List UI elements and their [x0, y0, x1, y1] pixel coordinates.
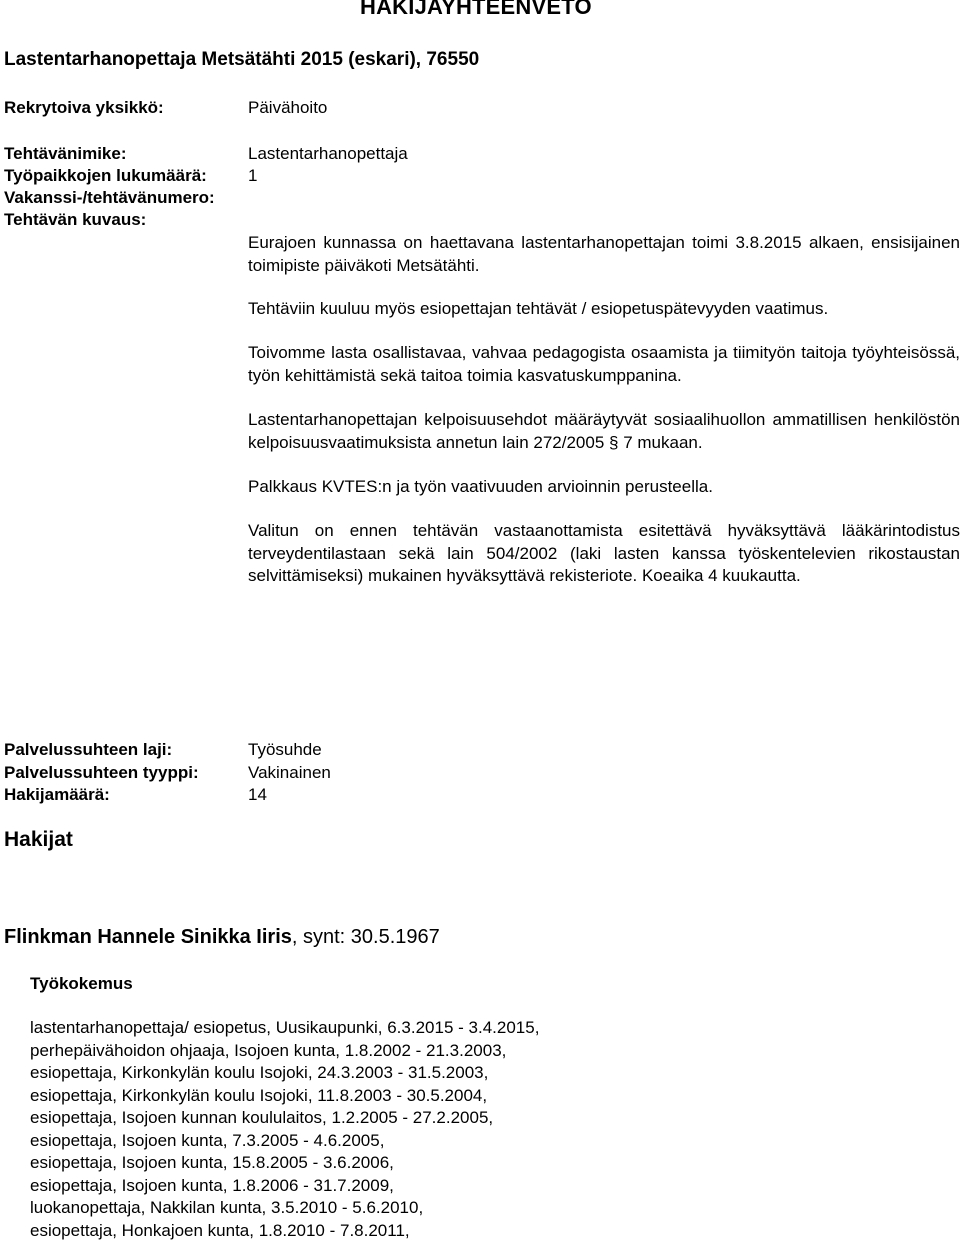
list-item: esiopettaja, Isojoen kunta, 7.3.2005 - 4.6.2005,	[30, 1130, 539, 1153]
description-paragraph: Lastentarhanopettajan kelpoisuusehdot määräytyvät sosiaalihuollon ammatillisen henkilöstön kelpoisuusvaatimuksista annetun lain 272/2005 § 7 mukaan.	[248, 409, 960, 454]
applicant-count-label: Hakijamäärä:	[4, 784, 110, 806]
description-paragraph: Tehtäviin kuuluu myös esiopettajan tehtävät / esiopetuspätevyyden vaatimus.	[248, 298, 960, 321]
list-item: lastentarhanopettaja/ esiopetus, Uusikaupunki, 6.3.2015 - 3.4.2015,	[30, 1017, 539, 1040]
recruiting-unit-value: Päivähoito	[248, 97, 327, 119]
applicant-count-value: 14	[248, 784, 267, 806]
vacancy-number-label: Vakanssi-/tehtävänumero:	[4, 187, 215, 209]
employment-type-value: Työsuhde	[248, 739, 322, 761]
applicant-name: Flinkman Hannele Sinikka Iiris	[4, 926, 292, 948]
list-item: perhepäivähoidon ohjaaja, Isojoen kunta, 1.8.2002 - 21.3.2003,	[30, 1040, 539, 1063]
document-title: HAKIJAYHTEENVETO	[360, 0, 592, 20]
employment-kind-label: Palvelussuhteen tyyppi:	[4, 762, 199, 784]
employment-kind-value: Vakinainen	[248, 762, 331, 784]
list-item: luokanopettaja, Nakkilan kunta, 3.5.2010 - 5.6.2010,	[30, 1197, 539, 1220]
list-item: esiopettaja, Isojoen kunta, 15.8.2005 - 3.6.2006,	[30, 1152, 539, 1175]
description-label: Tehtävän kuvaus:	[4, 209, 146, 231]
applicants-heading: Hakijat	[4, 828, 73, 852]
list-item: esiopettaja, Isojoen kunta, 1.8.2006 - 31.7.2009,	[30, 1175, 539, 1198]
description-paragraph: Eurajoen kunnassa on haettavana lastentarhanopettajan toimi 3.8.2015 alkaen, ensisijainen toimipiste päiväkoti Metsätähti.	[248, 232, 960, 277]
position-title-label: Tehtävänimike:	[4, 143, 127, 165]
applicant-header	[4, 926, 440, 949]
experience-heading: Työkokemus	[30, 974, 133, 994]
list-item: esiopettaja, Kirkonkylän koulu Isojoki, 11.8.2003 - 30.5.2004,	[30, 1085, 539, 1108]
list-item: esiopettaja, Honkajoen kunta, 1.8.2010 - 7.8.2011,	[30, 1220, 539, 1242]
description-paragraph: Toivomme lasta osallistavaa, vahvaa pedagogista osaamista ja tiimityön taitoja työyhteisössä, työn kehittämistä sekä taitoa toimia kasvatuskumppanina.	[248, 342, 960, 387]
description-paragraph: Palkkaus KVTES:n ja työn vaativuuden arvioinnin perusteella.	[248, 476, 960, 499]
position-title-value: Lastentarhanopettaja	[248, 143, 408, 165]
experience-list	[30, 1017, 539, 1242]
job-title: Lastentarhanopettaja Metsätähti 2015 (eskari), 76550	[4, 49, 479, 71]
vacancies-value: 1	[248, 165, 257, 187]
vacancies-label: Työpaikkojen lukumäärä:	[4, 165, 207, 187]
applicant-birth: , synt: 30.5.1967	[292, 926, 440, 948]
description-paragraph: Valitun on ennen tehtävän vastaanottamista esitettävä hyväksyttävä lääkärintodistus terveydentilastaan sekä lain 504/2002 (laki lasten kanssa työskentelevien rikostaustan selvittämiseksi) mukainen hyväksyttävä rekisteriote. Koeaika 4 kuukautta.	[248, 520, 960, 588]
list-item: esiopettaja, Isojoen kunnan koululaitos, 1.2.2005 - 27.2.2005,	[30, 1107, 539, 1130]
employment-type-label: Palvelussuhteen laji:	[4, 739, 172, 761]
list-item: esiopettaja, Kirkonkylän koulu Isojoki, 24.3.2003 - 31.5.2003,	[30, 1062, 539, 1085]
recruiting-unit-label: Rekrytoiva yksikkö:	[4, 97, 164, 119]
